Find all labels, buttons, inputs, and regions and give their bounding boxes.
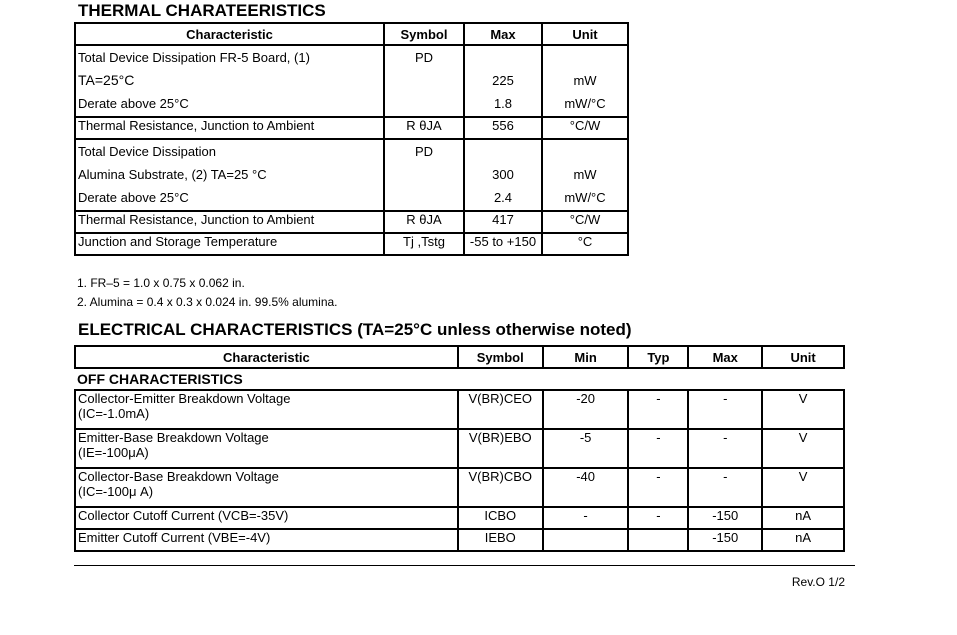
- cell-min: -: [543, 507, 629, 529]
- cell-symbol: PD: [384, 139, 464, 211]
- table-row: [75, 507, 844, 529]
- cell-typ: -: [628, 390, 688, 429]
- cell-characteristic: Collector-Emitter Breakdown Voltage (IC=-1.0mA): [75, 390, 458, 429]
- cell-unit: V: [762, 429, 844, 468]
- cell-min: -5: [543, 429, 629, 468]
- section-title-off: OFF CHARACTERISTICS: [75, 368, 844, 390]
- cell-symbol: V(BR)CBO: [458, 468, 543, 507]
- cell-symbol: R θJA: [384, 211, 464, 233]
- cell-max: -: [688, 468, 762, 507]
- cell-characteristic: Total Device Dissipation Alumina Substrate, (2) TA=25 °C Derate above 25°C: [75, 139, 384, 211]
- thermal-table: [74, 22, 629, 256]
- cell-unit: °C/W: [542, 211, 628, 233]
- electrical-title: ELECTRICAL CHARACTERISTICS (TA=25°C unless otherwise noted): [78, 320, 632, 339]
- cell-min: -20: [543, 390, 629, 429]
- table-row: [75, 45, 628, 117]
- cell-symbol: V(BR)EBO: [458, 429, 543, 468]
- cell-typ: -: [628, 468, 688, 507]
- cell-unit: °C/W: [542, 117, 628, 139]
- cell-typ: -: [628, 429, 688, 468]
- col-header-symbol: Symbol: [458, 346, 543, 368]
- cell-max: 417: [464, 211, 542, 233]
- cell-min: [543, 529, 629, 551]
- cell-symbol: ICBO: [458, 507, 543, 529]
- table-row: [75, 211, 628, 233]
- cell-max: -: [688, 429, 762, 468]
- cell-symbol: Tj ,Tstg: [384, 233, 464, 255]
- table-row: [75, 390, 844, 429]
- cell-characteristic: Junction and Storage Temperature: [75, 233, 384, 255]
- cell-max: -150: [688, 507, 762, 529]
- col-header-unit: Unit: [542, 23, 628, 45]
- cell-max: -150: [688, 529, 762, 551]
- cell-unit: nA: [762, 507, 844, 529]
- table-row: [75, 468, 844, 507]
- cell-typ: [628, 529, 688, 551]
- cell-symbol: IEBO: [458, 529, 543, 551]
- cell-symbol: R θJA: [384, 117, 464, 139]
- cell-characteristic: Total Device Dissipation FR-5 Board, (1) TA=25°C Derate above 25°C: [75, 45, 384, 117]
- footnote-1: 1. FR–5 = 1.0 x 0.75 x 0.062 in.: [77, 276, 245, 290]
- cell-characteristic: Thermal Resistance, Junction to Ambient: [75, 117, 384, 139]
- table-row: [75, 117, 628, 139]
- electrical-table: [74, 345, 845, 552]
- cell-characteristic: Thermal Resistance, Junction to Ambient: [75, 211, 384, 233]
- cell-unit: V: [762, 468, 844, 507]
- cell-typ: -: [628, 507, 688, 529]
- table-row: [75, 233, 628, 255]
- footnote-2: 2. Alumina = 0.4 x 0.3 x 0.024 in. 99.5% alumina.: [77, 295, 338, 309]
- cell-characteristic: Emitter-Base Breakdown Voltage (IE=-100μA): [75, 429, 458, 468]
- table-row: [75, 529, 844, 551]
- revision-label: Rev.O 1/2: [791, 575, 845, 589]
- cell-max: 300 2.4: [464, 139, 542, 211]
- cell-symbol: V(BR)CEO: [458, 390, 543, 429]
- col-header-unit: Unit: [762, 346, 844, 368]
- cell-max: 225 1.8: [464, 45, 542, 117]
- footer-divider: [74, 565, 855, 566]
- cell-max: -: [688, 390, 762, 429]
- cell-characteristic: Emitter Cutoff Current (VBE=-4V): [75, 529, 458, 551]
- cell-characteristic: Collector-Base Breakdown Voltage (IC=-100μ A): [75, 468, 458, 507]
- cell-min: -40: [543, 468, 629, 507]
- col-header-max: Max: [464, 23, 542, 45]
- section-row: [75, 368, 844, 390]
- col-header-max: Max: [688, 346, 762, 368]
- cell-unit: mW mW/°C: [542, 45, 628, 117]
- cell-unit: V: [762, 390, 844, 429]
- cell-symbol: PD: [384, 45, 464, 117]
- col-header-characteristic: Characteristic: [75, 346, 458, 368]
- col-header-typ: Typ: [628, 346, 688, 368]
- table-row: [75, 429, 844, 468]
- cell-unit: mW mW/°C: [542, 139, 628, 211]
- cell-unit: nA: [762, 529, 844, 551]
- cell-unit: °C: [542, 233, 628, 255]
- cell-characteristic: Collector Cutoff Current (VCB=-35V): [75, 507, 458, 529]
- cell-max: -55 to +150: [464, 233, 542, 255]
- col-header-symbol: Symbol: [384, 23, 464, 45]
- table-row: [75, 139, 628, 211]
- thermal-title: THERMAL CHARATEERISTICS: [78, 1, 326, 20]
- cell-max: 556: [464, 117, 542, 139]
- col-header-characteristic: Characteristic: [75, 23, 384, 45]
- col-header-min: Min: [543, 346, 629, 368]
